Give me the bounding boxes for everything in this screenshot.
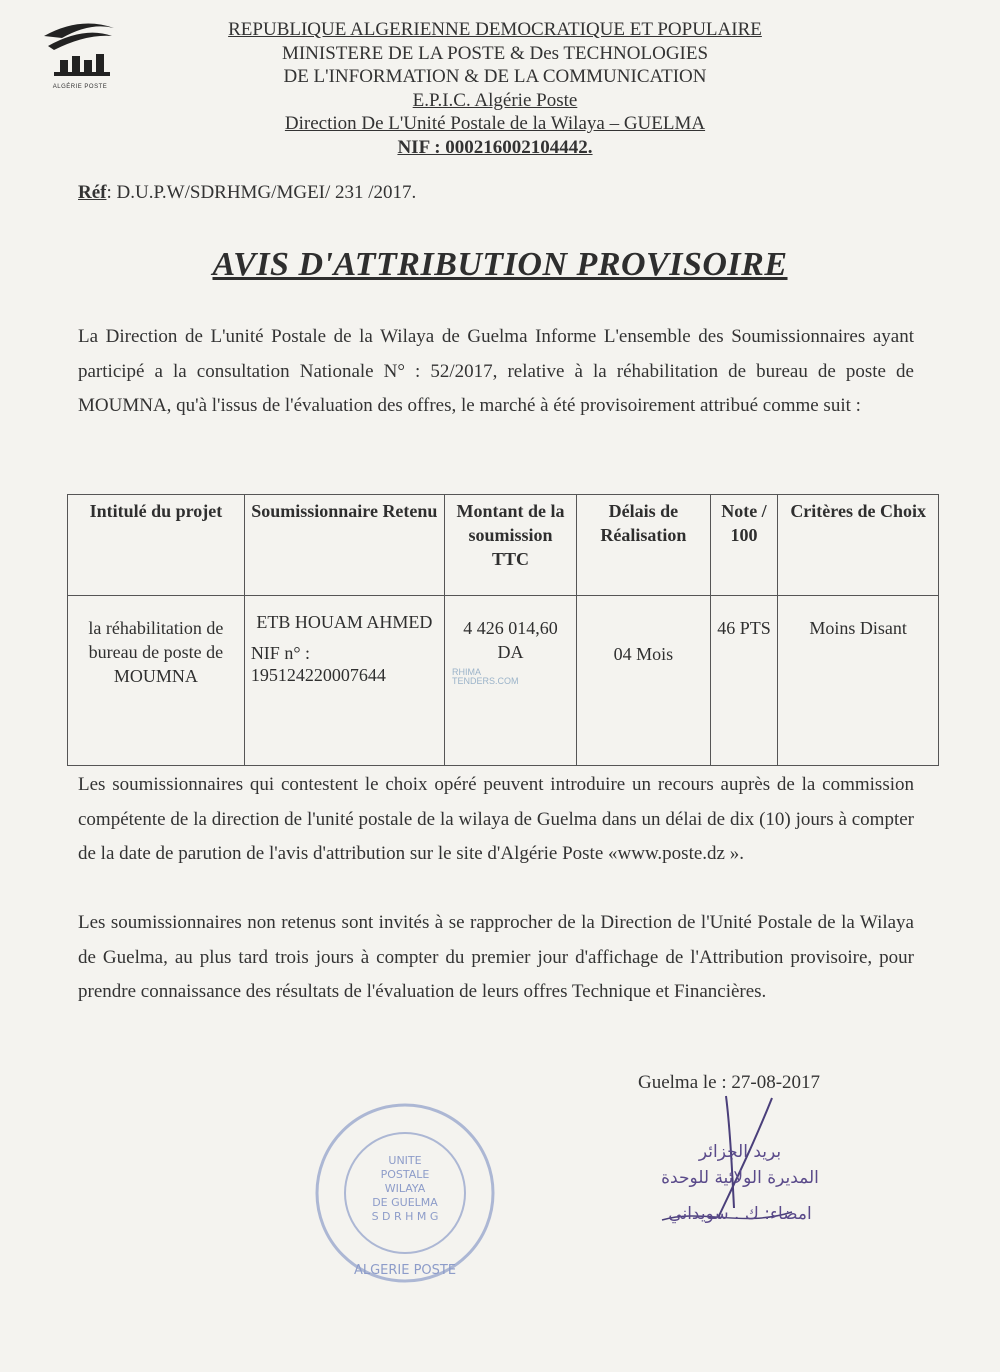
document-title: AVIS D'ATTRIBUTION PROVISOIRE — [212, 246, 788, 283]
table-header-row — [68, 495, 939, 596]
bidder-nif: NIF n° : 195124220007644 — [250, 643, 386, 685]
header-amount: Montant de la soumission TTC — [444, 495, 576, 596]
cell-score: 46 PTS — [710, 596, 778, 766]
date-line: Guelma le : 27-08-2017 — [638, 1072, 821, 1093]
reference-value: : D.U.P.W/SDRHMG/MGEI/ 231 /2017. — [106, 182, 417, 203]
header-score: Note / 100 — [710, 495, 778, 596]
cell-bidder — [244, 596, 444, 766]
official-stamp — [310, 1098, 500, 1288]
signature-title: المديرة الولائية للوحدة — [661, 1168, 819, 1188]
svg-text:ALGERIE POSTE: ALGERIE POSTE — [353, 1263, 457, 1278]
svg-text:S D R H M G: S D R H M G — [371, 1210, 439, 1223]
header-direction: Direction De L'Unité Postale de la Wilaya – GUELMA — [284, 113, 706, 134]
header-epic: E.P.I.C. Algérie Poste — [412, 89, 578, 111]
header-project: Intitulé du projet — [68, 495, 245, 596]
svg-text:POSTALE: POSTALE — [380, 1168, 430, 1181]
watermark — [452, 668, 519, 686]
watermark-line-2: TENDERS.COM — [452, 676, 519, 686]
recours-paragraph: Les soumissionnaires qui contestent le choix opéré peuvent introduire un recours auprès de la commission compétente de la direction de l'unité postale de la wilaya de Guelma dans un délai de dix (10) jours à compter de la date de parution de l'avis d'attribution sur le site d'Algérie Poste «www.poste.dz ». — [78, 774, 914, 864]
cell-delay: 04 Mois — [577, 596, 710, 766]
intro-paragraph: La Direction de L'unité Postale de la Wilaya de Guelma Informe L'ensemble des Soumissionnaires ayant participé a la consultation Nationale N° : 52/2017, relative à la réhabilitation de bureau de poste de MOUMNA, qu'à l'issus de l'évaluation des offres, le marché à été provisoirement attribué comme suit : — [78, 326, 914, 416]
cell-project: la réhabilitation de bureau de poste de MOUMNA — [68, 596, 245, 766]
svg-text:DE GUELMA: DE GUELMA — [372, 1196, 438, 1209]
signature-name: امضاء: ك . سويداني — [668, 1204, 812, 1224]
svg-text:UNITE: UNITE — [388, 1154, 422, 1167]
bidder-name: ETB HOUAM AHMED — [256, 612, 433, 632]
svg-text:WILAYA: WILAYA — [384, 1182, 426, 1195]
header-delay: Délais de Réalisation — [577, 495, 710, 596]
reference-label: Réf — [78, 182, 107, 203]
logo-caption: ALGÉRIE POSTE — [52, 84, 108, 90]
non-retenus-paragraph: Les soumissionnaires non retenus sont invités à se rapprocher de la Direction de l'Unité Postale de la Wilaya de Guelma, au plus tard trois jours à compter du premier jour d'affichage de l'Attribution provisoire, pour prendre connaissance des résultats de l'évaluation de leurs offres Technique et Financières. — [78, 912, 914, 1002]
award-table — [67, 494, 939, 766]
watermark-line-1: RHIMA — [452, 667, 481, 677]
reference-line — [78, 182, 416, 204]
header-ministry-2: DE L'INFORMATION & DE LA COMMUNICATION — [283, 66, 707, 87]
header-nif: NIF : 000216002104442. — [397, 136, 593, 158]
cell-criteria: Moins Disant — [778, 596, 939, 766]
header-republic: REPUBLIQUE ALGERIENNE DEMOCRATIQUE ET POPULAIRE — [228, 19, 762, 40]
algerie-poste-logo — [40, 14, 120, 94]
header-bidder: Soumissionnaire Retenu — [244, 495, 444, 596]
cell-amount: 4 426 014,60 DA — [444, 596, 576, 766]
header-ministry: MINISTERE DE LA POSTE & Des TECHNOLOGIES — [281, 42, 709, 64]
header-criteria: Critères de Choix — [778, 495, 939, 596]
signature-org: بريد الجزائر — [698, 1142, 782, 1162]
letterhead — [200, 18, 790, 159]
